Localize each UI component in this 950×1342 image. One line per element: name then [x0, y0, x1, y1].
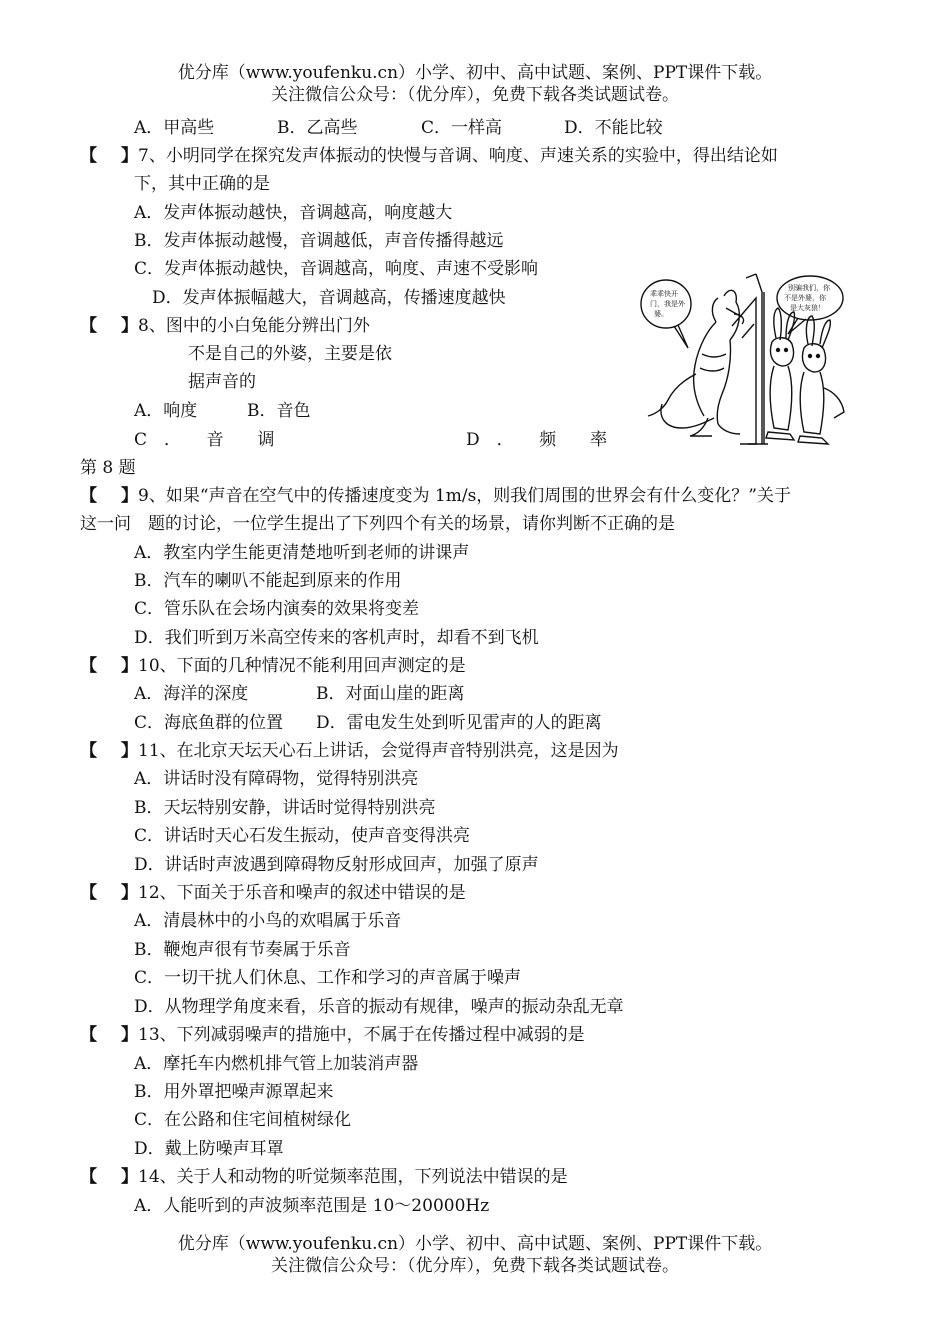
q7-option-d: D．发声体振幅越大，音调越高，传播速度越快	[152, 288, 506, 308]
q7-question	[80, 142, 778, 170]
q8-option-b: B．音色	[247, 401, 311, 421]
q11-option-a: A．讲话时没有障碍物，觉得特别洪亮	[134, 769, 419, 789]
q12-option-a: A．清晨林中的小鸟的欢唱属于乐音	[134, 911, 402, 931]
q10-option-d: D．雷电发生处到听见雷声的人的距离	[316, 713, 602, 733]
footer-line-1: 优分库（www.youfenku.cn）小学、初中、高中试题、案例、PPT课件下载。	[177, 1234, 773, 1254]
q8-figure-caption: 第 8 题	[80, 458, 136, 478]
q12-option-b: B．鞭炮声很有节奏属于乐音	[134, 940, 351, 960]
q13-option-c: C．在公路和住宅间植树绿化	[134, 1110, 352, 1130]
q6-option-a: A．甲高些	[134, 118, 215, 138]
q7-option-a: A．发声体振动越快，音调越高，响度越大	[134, 203, 453, 223]
answer-bracket-open: 【	[80, 1167, 97, 1187]
answer-bracket-open: 【	[80, 316, 97, 336]
answer-bracket-close: 】	[121, 741, 138, 761]
answer-bracket-close: 】	[121, 1167, 138, 1187]
q11-option-d: D．讲话时声波遇到障碍物反射形成回声，加强了原声	[134, 855, 539, 875]
q6-option-d: D．不能比较	[564, 118, 663, 138]
bubble-right-text-1: 别骗我们，你	[788, 284, 830, 292]
bubble-right-text-3: 是大灰狼！	[790, 304, 825, 312]
answer-bracket-open: 【	[80, 146, 97, 166]
q13-question	[80, 1021, 585, 1049]
q9-stem: 9、如果“声音在空气中的传播速度变为 1m/s，则我们周围的世界会有什么变化？”关于	[138, 486, 791, 506]
q9-question	[80, 482, 791, 510]
q13-option-d: D．戴上防噪声耳罩	[134, 1139, 284, 1159]
footer-line-2: 关注微信公众号：（优分库），免费下载各类试题试卷。	[271, 1256, 679, 1276]
q10-option-c: C．海底鱼群的位置	[134, 713, 284, 733]
q8-option-c: C ． 音 调	[134, 430, 275, 450]
q11-stem: 11、在北京天坛天心石上讲话，会觉得声音特别洪亮，这是因为	[138, 741, 619, 761]
answer-bracket-open: 【	[80, 1025, 97, 1045]
q13-option-b: B．用外罩把噪声源罩起来	[134, 1082, 334, 1102]
answer-bracket-close: 】	[121, 316, 138, 336]
q14-question	[80, 1163, 568, 1191]
q7-option-c: C．发声体振动越快，音调越高，响度、声速不受影响	[134, 259, 539, 279]
q8-stem: 8、图中的小白兔能分辨出门外	[138, 316, 370, 336]
q8-question	[80, 312, 370, 340]
bubble-left-text-3: 婆。	[654, 310, 668, 318]
q9-option-a: A．教室内学生能更清楚地听到老师的讲课声	[134, 543, 470, 563]
q14-option-a: A．人能听到的声波频率范围是 10～20000Hz	[134, 1196, 490, 1216]
header-line-2: 关注微信公众号：（优分库），免费下载各类试题试卷。	[271, 85, 679, 105]
answer-bracket-close: 】	[121, 146, 138, 166]
wolf-and-rabbits-illustration	[638, 268, 850, 448]
q9-option-b: B．汽车的喇叭不能起到原来的作用	[134, 571, 402, 591]
q12-stem: 12、下面关于乐音和噪声的叙述中错误的是	[138, 883, 466, 903]
q10-option-a: A．海洋的深度	[134, 684, 249, 704]
q10-stem: 10、下面的几种情况不能利用回声测定的是	[138, 656, 466, 676]
bubble-right-text-2: 不是外婆，你	[784, 294, 826, 302]
q7-stem: 7、小明同学在探究发声体振动的快慢与音调、响度、声速关系的实验中，得出结论如	[138, 146, 778, 166]
q11-option-b: B．天坛特别安静，讲话时觉得特别洪亮	[134, 798, 436, 818]
q8-stem-cont-2: 据声音的	[188, 372, 256, 392]
answer-bracket-open: 【	[80, 741, 97, 761]
q12-option-d: D．从物理学角度来看，乐音的振动有规律，噪声的振动杂乱无章	[134, 997, 624, 1017]
q13-option-a: A．摩托车内燃机排气管上加装消声器	[134, 1054, 419, 1074]
answer-bracket-open: 【	[80, 883, 97, 903]
answer-bracket-close: 】	[121, 1025, 138, 1045]
q10-option-b: B．对面山崖的距离	[316, 684, 465, 704]
q6-option-b: B．乙高些	[277, 118, 358, 138]
q10-question	[80, 652, 466, 680]
bubble-left-text-2: 门，我是外	[650, 300, 685, 308]
answer-bracket-open: 【	[80, 656, 97, 676]
header-line-1: 优分库（www.youfenku.cn）小学、初中、高中试题、案例、PPT课件下载。	[177, 63, 773, 83]
q13-stem: 13、下列减弱噪声的措施中，不属于在传播过程中减弱的是	[138, 1025, 585, 1045]
q11-option-c: C．讲话时天心石发生振动，使声音变得洪亮	[134, 826, 471, 846]
q8-stem-cont-1: 不是自己的外婆，主要是依	[188, 344, 392, 364]
answer-bracket-close: 】	[121, 656, 138, 676]
q11-question	[80, 737, 619, 765]
q7-stem-cont: 下，其中正确的是	[134, 174, 270, 194]
q6-option-c: C．一样高	[421, 118, 503, 138]
q8-option-a: A．响度	[134, 401, 198, 421]
q9-option-d: D．我们听到万米高空传来的客机声时，却看不到飞机	[134, 628, 539, 648]
q12-option-c: C．一切干扰人们休息、工作和学习的声音属于噪声	[134, 968, 522, 988]
q7-option-b: B．发声体振动越慢，音调越低，声音传播得越远	[134, 231, 504, 251]
answer-bracket-open: 【	[80, 486, 97, 506]
q9-option-c: C．管乐队在会场内演奏的效果将变差	[134, 599, 420, 619]
q12-question	[80, 879, 466, 907]
q14-stem: 14、关于人和动物的听觉频率范围，下列说法中错误的是	[138, 1167, 568, 1187]
q8-option-d: D ． 频 率	[466, 430, 608, 450]
bubble-left-text-1: 乖乖快开	[650, 290, 678, 298]
answer-bracket-close: 】	[121, 883, 138, 903]
answer-bracket-close: 】	[121, 486, 138, 506]
q9-stem-cont: 这一问 题的讨论，一位学生提出了下列四个有关的场景，请你判断不正确的是	[80, 514, 675, 534]
